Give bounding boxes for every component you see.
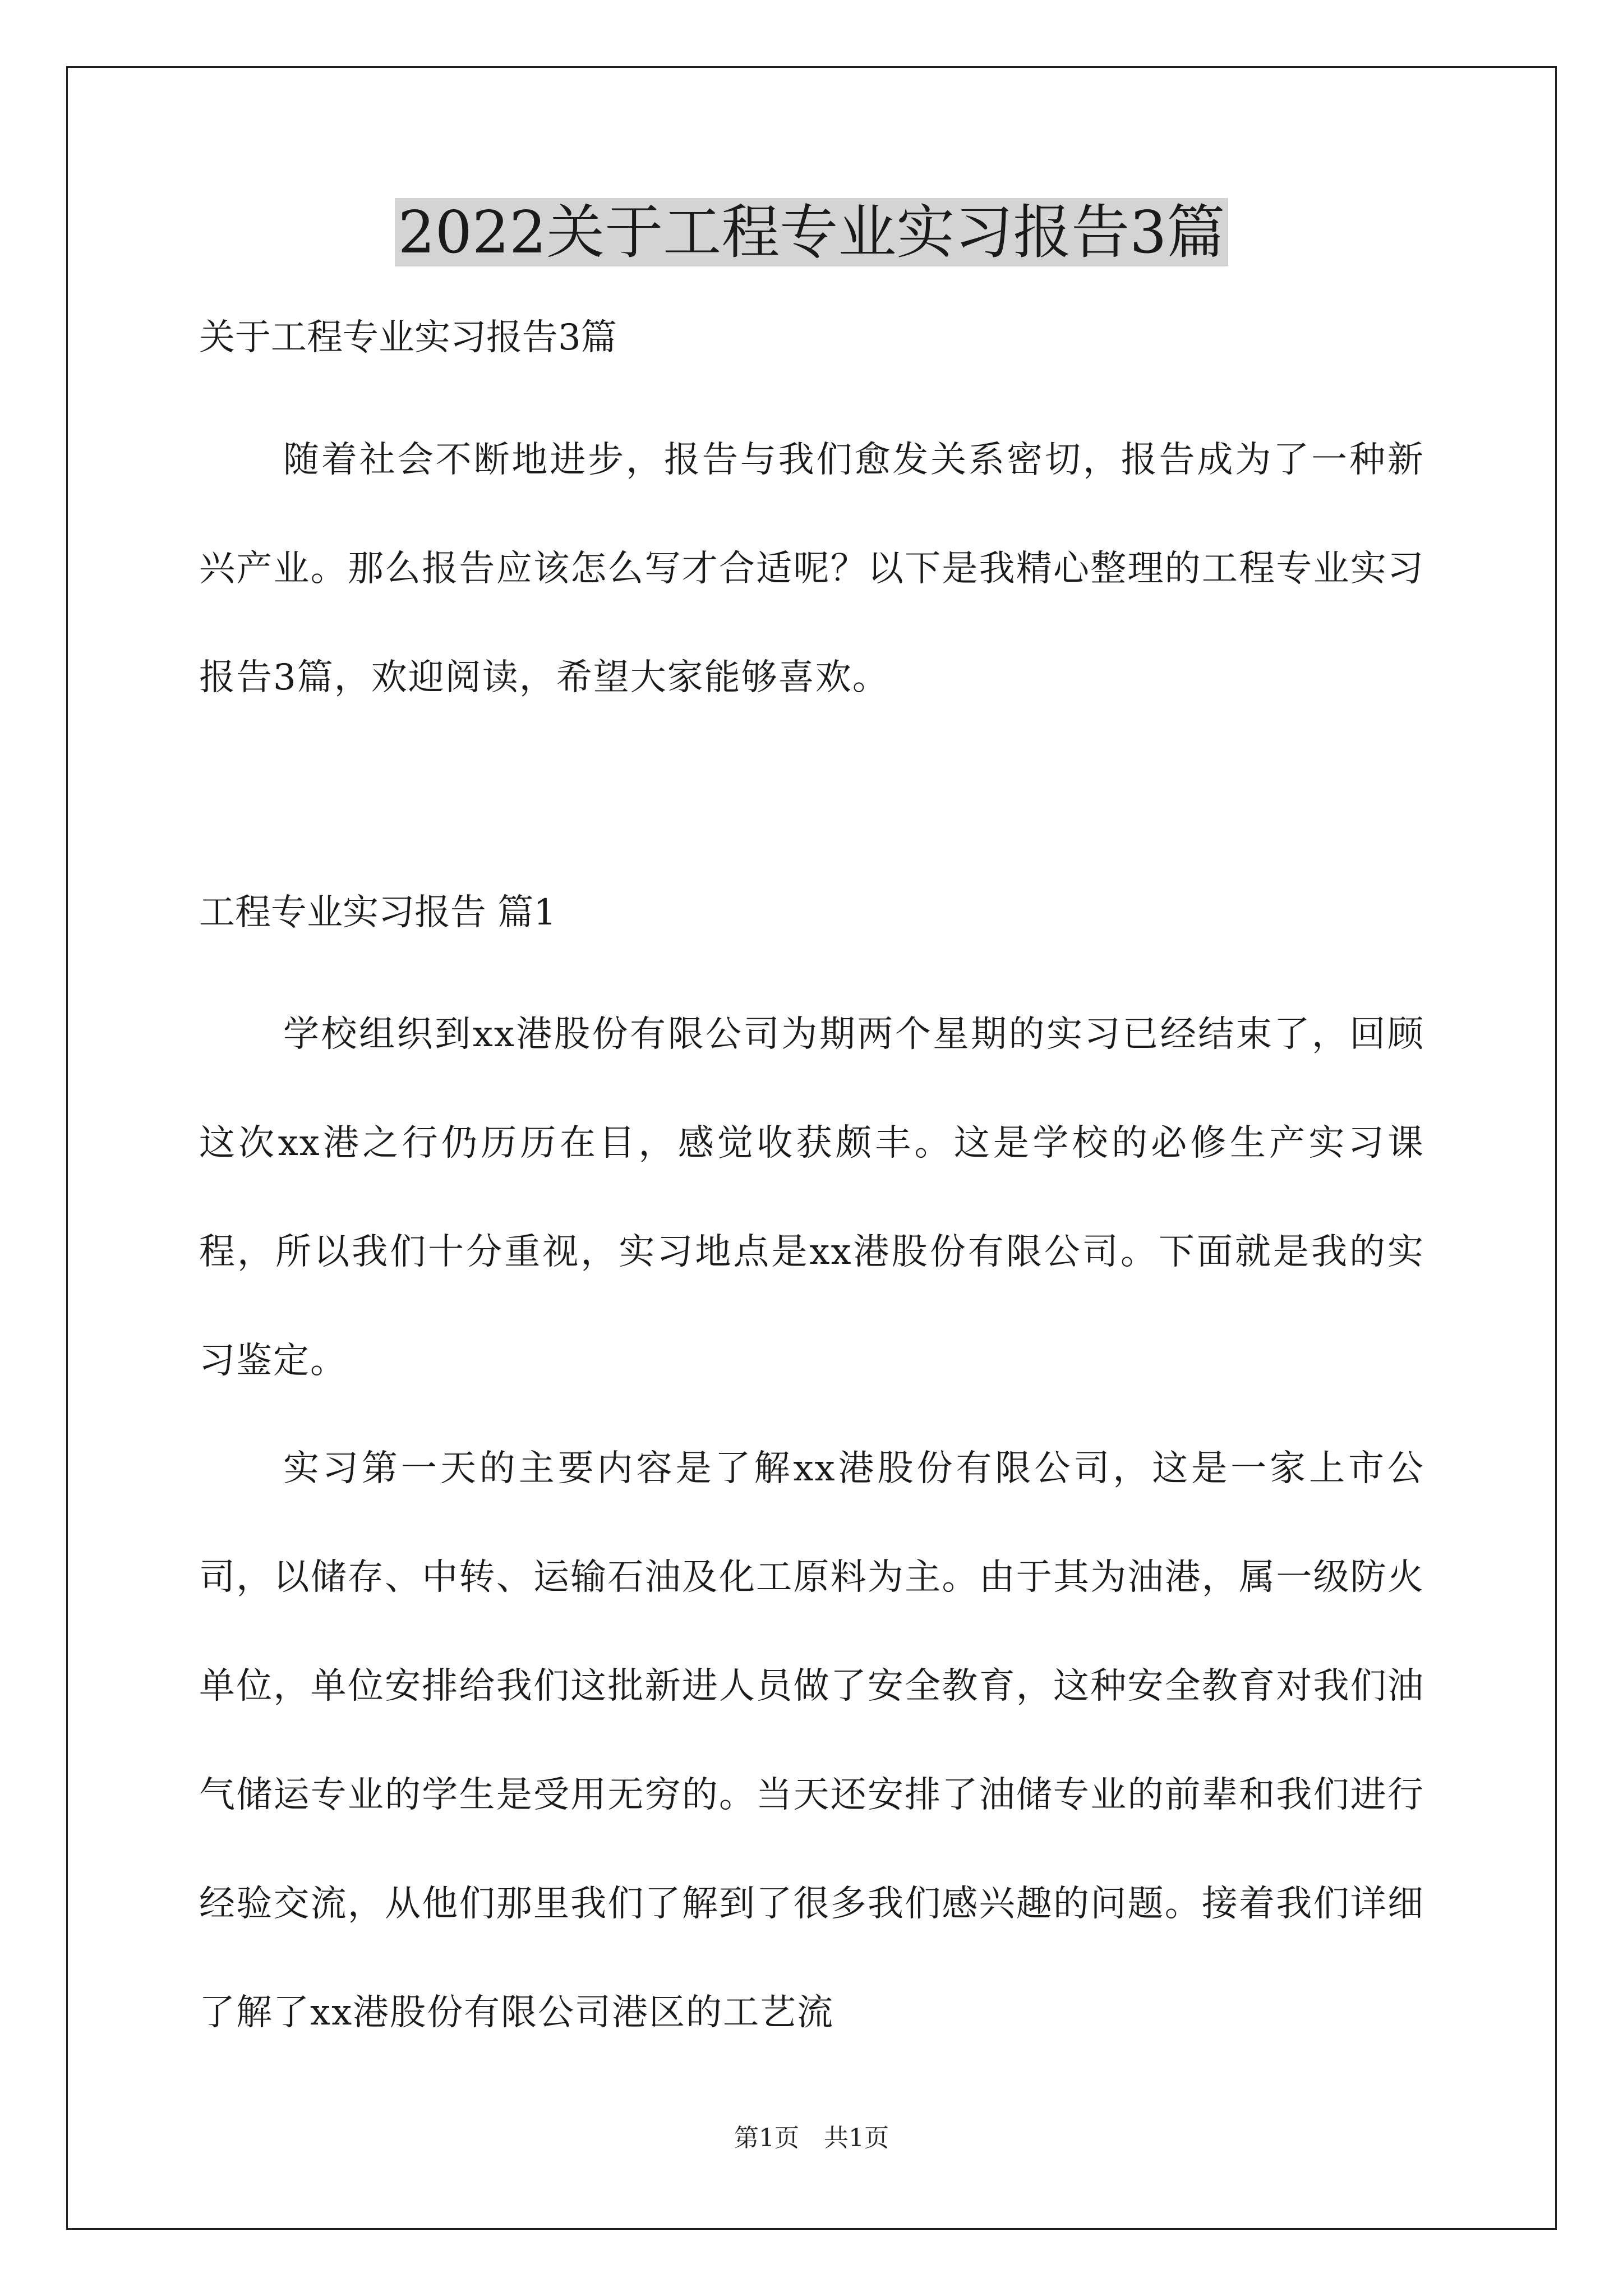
page-footer: 第1页 共1页 — [734, 2124, 889, 2152]
body-paragraph-1: 学校组织到xx港股份有限公司为期两个星期的实习已经结束了，回顾这次xx港之行仍历历在目，感觉收获颇丰。这是学校的必修生产实习课程，所以我们十分重视，实习地点是xx港股份有限公司。下面就是我的实习鉴定。 — [199, 1014, 1424, 1382]
section-heading: 工程专业实习报告 篇1 — [199, 892, 557, 933]
document-title — [0, 197, 1623, 268]
intro-paragraph: 随着社会不断地进步，报告与我们愈发关系密切，报告成为了一种新兴产业。那么报告应该怎么写才合适呢？以下是我精心整理的工程专业实习报告3篇，欢迎阅读，希望大家能够喜欢。 — [199, 439, 1424, 698]
document-title-text: 2022关于工程专业实习报告3篇 — [395, 198, 1229, 266]
document-subtitle: 关于工程专业实习报告3篇 — [199, 317, 617, 358]
body-paragraph-2: 实习第一天的主要内容是了解xx港股份有限公司，这是一家上市公司，以储存、中转、运输石油及化工原料为主。由于其为油港，属一级防火单位，单位安排给我们这批新进人员做了安全教育，这种安全教育对我们油气储运专业的学生是受用无穷的。当天还安排了油储专业的前辈和我们进行经验交流，从他们那里我们了解到了很多我们感兴趣的问题。接着我们详细了解了xx港股份有限公司港区的工艺流 — [199, 1448, 1424, 2033]
